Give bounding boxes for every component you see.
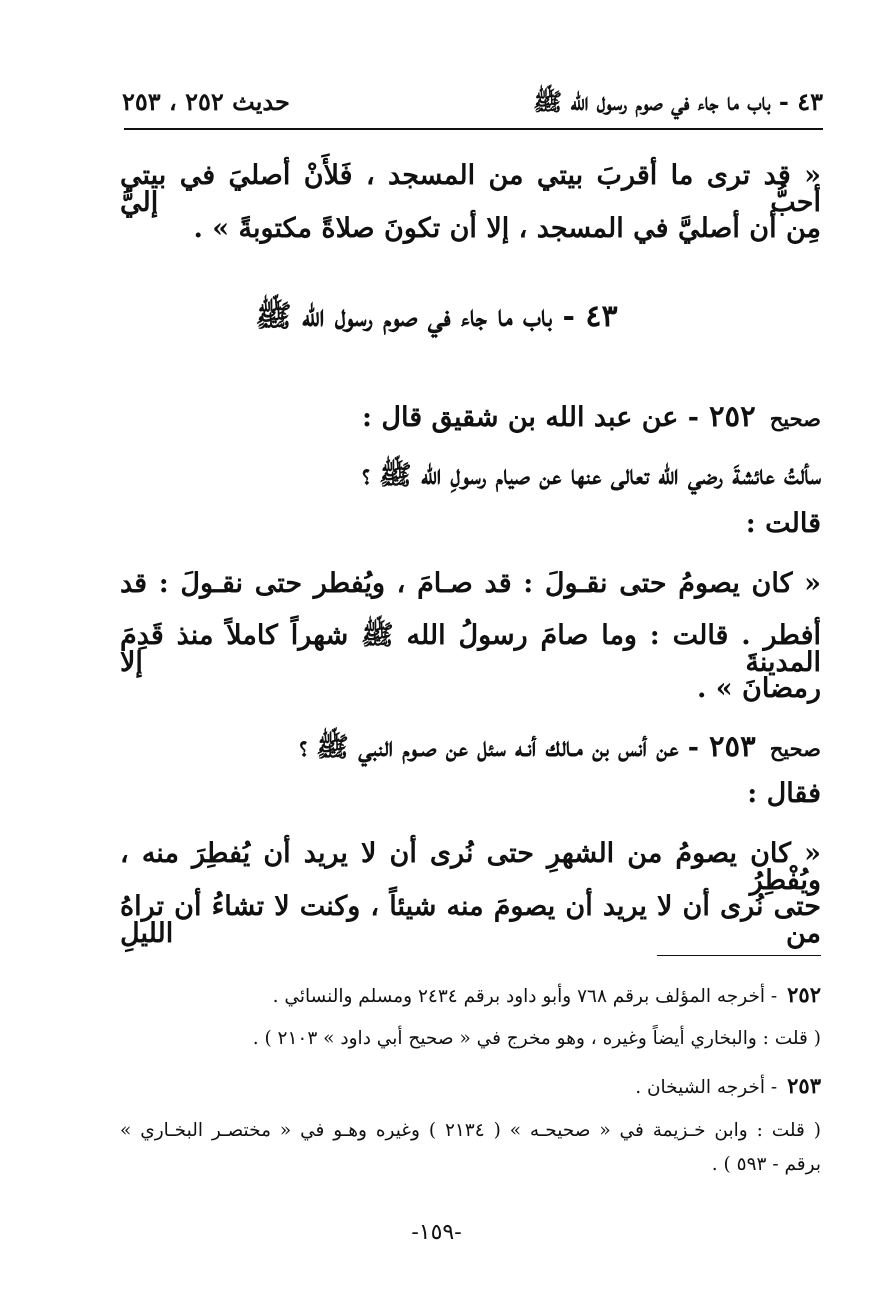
footnote-252 — [273, 984, 821, 1007]
hadith-253-text-line-1: « كان يصومُ من الشهرِ حتى نُرى أن لا يريد أن يُفطِرَ منه ، ويُفْطِرُ — [120, 838, 821, 896]
hadith-252-number: ٢٥٢ — [708, 399, 756, 433]
hadith-253-text-line-2: حتى نُرى أن لا يريد أن يصومَ منه شيئاً ، وكنت لا تشاءُ أن تراهُ من الليلِ — [120, 891, 821, 949]
hadith-252-text-line-3: رمضانَ » . — [696, 673, 821, 704]
footnote-253-note-line-1: ( قلت : وابن خـزيمة في « صحيحـه » ( ٢١٣٤ ) وغيره وهـو في « مختصـر البخـاري » — [120, 1120, 822, 1141]
hadith-252-grade: صحيح — [769, 406, 821, 431]
footnote-252-text: - أخرجه المؤلف برقم ٧٦٨ وأبو داود برقم ٢٤٣٤ ومسلم والنسائي . — [272, 986, 778, 1007]
footnote-253 — [635, 1075, 821, 1098]
hadith-253-grade: صحيح — [769, 736, 821, 761]
hadith-253-isnad: - عن أنس بن مـالك أنـه سئل عن صـوم النبي ﷺ ؟ — [299, 732, 699, 763]
hadith-253-said: فقال : — [747, 778, 821, 809]
intro-line-1: « قد ترى ما أقربَ بيتي من المسجد ، فَلأَنْ أصليَ في بيتي أحبُّ إليَّ — [120, 160, 821, 218]
hadith-252-text-line-2: أفطر . قالت : وما صامَ رسولُ الله ﷺ شهراً كاملاً منذ قَدِمَ المدينةَ إلا — [120, 620, 821, 678]
footnote-253-number: ٢٥٣ — [787, 1073, 821, 1098]
hadith-252-said: قالت : — [745, 508, 821, 539]
running-header-chapter: ٤٣ - باب ما جاء في صوم رسول الله ﷺ — [533, 87, 823, 116]
running-header-hadith-range: حديث ٢٥٢ ، ٢٥٣ — [122, 87, 290, 116]
footnote-252-number: ٢٥٢ — [787, 982, 821, 1007]
chapter-title: ٤٣ - باب ما جاء في صوم رسول الله ﷺ — [255, 299, 618, 334]
footnote-252-note: ( قلت : والبخاري أيضاً وغيره ، وهو مخرج في « صحيح أبي داود » ٢١٠٣ ) . — [252, 1028, 821, 1049]
hadith-252-text-line-1: « كان يصومُ حتى نقـولَ : قد صـامَ ، ويُفطر حتى نقـولَ : قد — [120, 568, 821, 599]
footnote-rule — [657, 955, 821, 956]
hadith-253-number: ٢٥٣ — [708, 729, 756, 763]
hadith-252-heading — [362, 399, 821, 433]
hadith-253-heading — [299, 729, 821, 763]
intro-line-2: مِن أن أصليَّ في المسجد ، إلا أن تكونَ صلاةً مكتوبةً » . — [193, 213, 821, 244]
footnote-253-note-line-2: برقم - ٥٩٣ ) . — [711, 1154, 821, 1175]
hadith-252-question: سألتُ عائشةَ رضي الله تعالى عنها عن صيام رسولِ الله ﷺ ؟ — [362, 460, 821, 491]
header-rule — [124, 128, 823, 130]
page-number: -١٥٩- — [411, 1220, 462, 1245]
footnote-253-text: - أخرجه الشيخان . — [635, 1077, 778, 1098]
hadith-252-isnad: - عن عبد الله بن شقيق قال : — [362, 402, 699, 433]
